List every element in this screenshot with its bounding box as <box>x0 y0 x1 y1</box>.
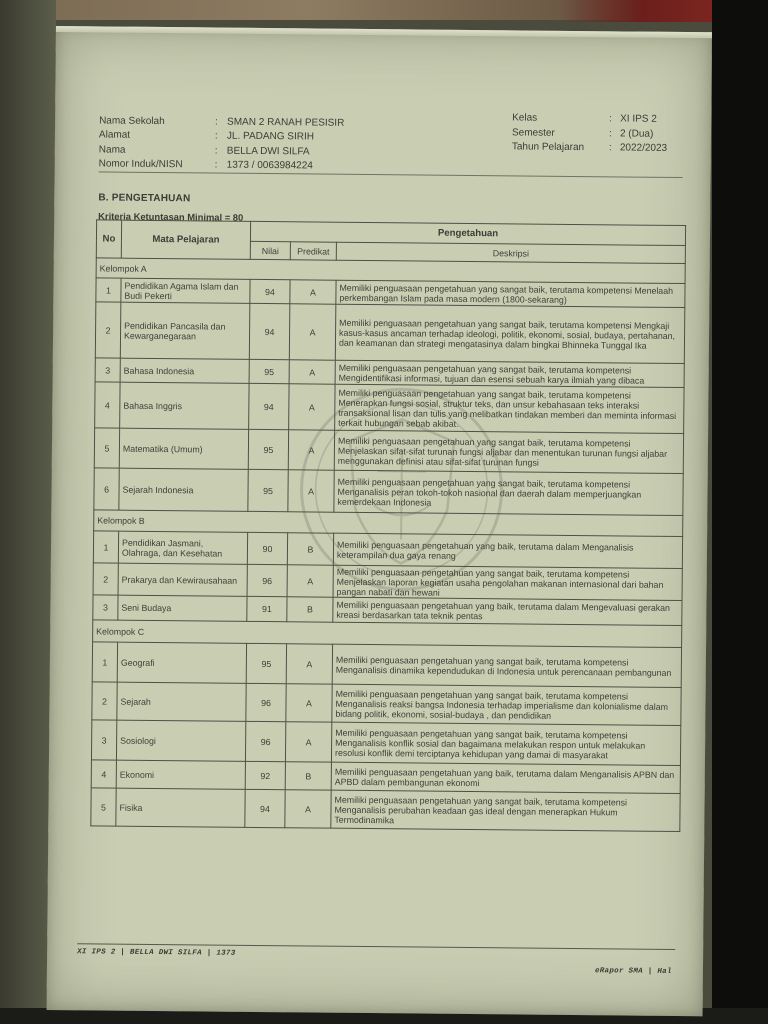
label-nama: Nama <box>98 144 126 156</box>
value-tahun-pelajaran: 2022/2023 <box>619 142 668 154</box>
subject-nilai: 95 <box>248 469 288 511</box>
subject-predikat: A <box>289 384 335 430</box>
subject-row <box>91 788 680 832</box>
subject-no: 5 <box>94 428 119 468</box>
subject-nilai: 94 <box>250 279 290 303</box>
subject-nilai: 95 <box>248 429 288 469</box>
subject-no: 1 <box>96 278 121 302</box>
subject-nilai: 95 <box>246 643 286 683</box>
subject-deskripsi: Memiliki penguasaan pengetahuan yang baik, terutama dalam Menganalisis APBN dan APBD dalam pembangunan ekonomi <box>331 762 680 793</box>
subject-deskripsi: Memiliki penguasaan pengetahuan yang sangat baik, terutama kompetensi Menjelaskan laporan kegiatan usaha pengolahan makanan internasional dari bahan pangan nabati dan hewani <box>333 565 682 600</box>
subject-row <box>94 468 683 516</box>
subject-deskripsi: Memiliki penguasaan pengetahuan yang sangat baik, terutama kompetensi Menganalisis perubahan keadaan gas ideal dengan menerapkan Hukum Termodinamika <box>331 790 680 831</box>
subject-row <box>91 720 680 766</box>
value-nama: BELLA DWI SILFA <box>226 145 310 158</box>
subject-nilai: 96 <box>245 721 285 761</box>
subject-name: Sejarah <box>117 682 246 721</box>
subject-no: 6 <box>94 468 119 510</box>
subject-predikat: A <box>285 790 331 828</box>
header-no: No <box>96 220 121 258</box>
subject-nilai: 96 <box>246 683 286 721</box>
label-kelas: Kelas <box>512 112 538 124</box>
subject-nilai: 94 <box>249 383 289 429</box>
subject-no: 2 <box>93 563 118 595</box>
subject-predikat: B <box>287 533 333 565</box>
group-label: Kelompok B <box>94 510 683 537</box>
subject-deskripsi: Memiliki penguasaan pengetahuan yang sangat baik, terutama kompetensi Menganalisis peran tokoh-tokoh nasional dan daerah dalam memperjuangkan kemerdekaan Indonesia <box>334 470 683 515</box>
subject-row <box>95 302 685 364</box>
colon: : <box>215 116 218 128</box>
subject-nilai: 96 <box>247 564 287 596</box>
colon: : <box>608 142 612 154</box>
folder-top-edge <box>56 26 712 38</box>
subject-deskripsi: Memiliki penguasaan pengetahuan yang baik, terutama dalam Mengevaluasi gerakan kreasi berdasarkan tata teknik pentas <box>333 597 682 625</box>
subject-nilai: 94 <box>249 303 290 359</box>
subject-no: 4 <box>91 760 116 788</box>
subject-nilai: 91 <box>247 596 287 621</box>
subject-row <box>94 428 683 474</box>
value-nomor-induk: 1373 / 0063984224 <box>226 159 313 172</box>
subject-deskripsi: Memiliki penguasaan pengetahuan yang sangat baik, terutama kompetensi Menelaah perkembangan Islam pada masa modern (1800-sekarang) <box>336 280 685 307</box>
subject-name: Bahasa Indonesia <box>120 358 249 383</box>
subject-predikat: A <box>289 360 335 384</box>
header-predikat: Predikat <box>290 242 336 260</box>
subject-deskripsi: Memiliki penguasaan pengetahuan yang sangat baik, terutama kompetensi Menjelaskan sifat-sifat turunan fungsi aljabar dan menentukan turunan fungsi aljabar menggunakan definisi atau sifat-sifat turunan fungsi <box>334 430 683 473</box>
subject-predikat: A <box>289 304 336 360</box>
subject-deskripsi: Memiliki penguasaan pengetahuan yang sangat baik, terutama kompetensi Menganalisis konflik sosial dan bagaimana melakukan respon untuk melakukan resolusi konflik demi terciptanya kehidupan yang damai di masyarakat <box>331 722 680 765</box>
footer-student-info: XI IPS 2 | BELLA DWI SILFA | 1373 <box>77 948 236 958</box>
colon: : <box>608 128 612 140</box>
kkm-label: Kriteria Ketuntasan Minimal = 80 <box>98 210 244 223</box>
subject-deskripsi: Memiliki penguasaan pengetahuan yang baik, terutama dalam Menganalisis keterampilan dua gaya renang <box>333 533 682 568</box>
colon: : <box>214 130 218 142</box>
group-label: Kelompok A <box>96 258 685 284</box>
header-mata-pelajaran: Mata Pelajaran <box>121 220 250 259</box>
subject-predikat: A <box>290 280 336 304</box>
subject-deskripsi: Memiliki penguasaan pengetahuan yang sangat baik, terutama kompetensi Mengidentifikasi informasi, tujuan dan esensi sebuah karya ilmiah yang dibaca <box>335 360 684 387</box>
subject-predikat: B <box>287 597 333 622</box>
subject-predikat: A <box>286 644 332 684</box>
subject-name: Bahasa Inggris <box>120 382 249 429</box>
subject-no: 1 <box>93 531 118 563</box>
value-kelas: XI IPS 2 <box>620 113 657 125</box>
subject-no: 4 <box>95 382 120 428</box>
subject-name: Matematika (Umum) <box>119 428 248 469</box>
header-pengetahuan: Pengetahuan <box>250 221 685 245</box>
label-semester: Semester <box>511 127 555 139</box>
group-label: Kelompok C <box>93 620 682 648</box>
subject-no: 1 <box>92 642 117 682</box>
subject-nilai: 95 <box>249 359 289 383</box>
subject-nilai: 94 <box>245 789 285 827</box>
subject-name: Pendidikan Pancasila dan Kewarganegaraan <box>120 302 250 359</box>
subject-name: Geografi <box>117 642 246 683</box>
label-nama-sekolah: Nama Sekolah <box>99 115 165 128</box>
subject-name: Ekonomi <box>116 760 245 789</box>
subject-name: Seni Budaya <box>118 595 247 621</box>
subject-no: 5 <box>91 788 116 826</box>
subject-name: Pendidikan Agama Islam dan Budi Pekerti <box>121 278 250 303</box>
subject-name: Prakarya dan Kewirausahaan <box>118 563 247 596</box>
subject-row <box>95 382 684 434</box>
subject-no: 3 <box>93 595 118 620</box>
colon: : <box>214 159 218 171</box>
subject-name: Fisika <box>116 788 245 827</box>
subject-name: Sejarah Indonesia <box>119 468 248 511</box>
value-alamat: JL. PADANG SIRIH <box>226 130 315 143</box>
section-title: B. PENGETAHUAN <box>98 192 191 205</box>
subject-no: 2 <box>95 302 121 358</box>
subject-deskripsi: Memiliki penguasaan pengetahuan yang sangat baik, terutama kompetensi Mengkaji kasus-kasus ancaman terhadap ideologi, politik, ekonomi, sosial, budaya, pertahanan, dan keamanan dan strategi mengatasinya dalam bingkai Bhinneka Tunggal Ika <box>335 304 685 363</box>
subject-no: 3 <box>95 358 120 382</box>
subject-predikat: B <box>285 762 331 790</box>
subject-nilai: 92 <box>245 761 285 789</box>
grades-table <box>90 219 686 832</box>
subject-no: 3 <box>91 720 116 760</box>
label-alamat: Alamat <box>98 129 131 141</box>
subject-nilai: 90 <box>247 532 287 564</box>
subject-row <box>92 642 681 688</box>
subject-deskripsi: Memiliki penguasaan pengetahuan yang sangat baik, terutama kompetensi Menerapkan fungsi sosial, struktur teks, dan unsur kebahasaan teks interaksi transaksional lisan dan tulis yang melibatkan tindakan memberi dan meminta informasi terkait hubungan sebab akibat. <box>335 384 684 433</box>
subject-deskripsi: Memiliki penguasaan pengetahuan yang sangat baik, terutama kompetensi Menganalisis reaksi bangsa Indonesia terhadap imperialisme dan kolonialisme dalam bidang politik, ekonomi, sosial-budaya , dan pendidikan <box>332 684 681 725</box>
subject-name: Pendidikan Jasmani, Olahraga, dan Kesehatan <box>118 531 247 564</box>
header-divider <box>99 171 683 178</box>
subject-name: Sosiologi <box>116 720 245 761</box>
subject-deskripsi: Memiliki penguasaan pengetahuan yang sangat baik, terutama kompetensi Menganalisis dinamika kependudukan di Indonesia untuk perencanaan pembangunan <box>332 644 681 687</box>
subject-no: 2 <box>92 682 117 720</box>
header-deskripsi: Deskripsi <box>336 242 685 263</box>
subject-predikat: A <box>286 684 332 722</box>
subject-predikat: A <box>287 565 333 597</box>
colon: : <box>214 145 218 157</box>
label-tahun-pelajaran: Tahun Pelajaran <box>511 141 585 154</box>
subject-predikat: A <box>285 722 331 762</box>
value-nama-sekolah: SMAN 2 RANAH PESISIR <box>227 116 345 129</box>
background-right-shadow <box>712 0 768 1024</box>
report-sheet <box>47 26 712 1016</box>
value-semester: 2 (Dua) <box>619 128 654 140</box>
header-nilai: Nilai <box>250 241 290 259</box>
subject-row <box>92 682 681 726</box>
label-nomor-induk: Nomor Induk/NISN <box>98 158 183 171</box>
footer-app-label: eRapor SMA | Hal <box>594 967 672 976</box>
grades-table-body <box>91 258 685 832</box>
subject-predikat: A <box>288 430 334 470</box>
subject-predikat: A <box>288 470 334 512</box>
colon: : <box>609 113 612 125</box>
